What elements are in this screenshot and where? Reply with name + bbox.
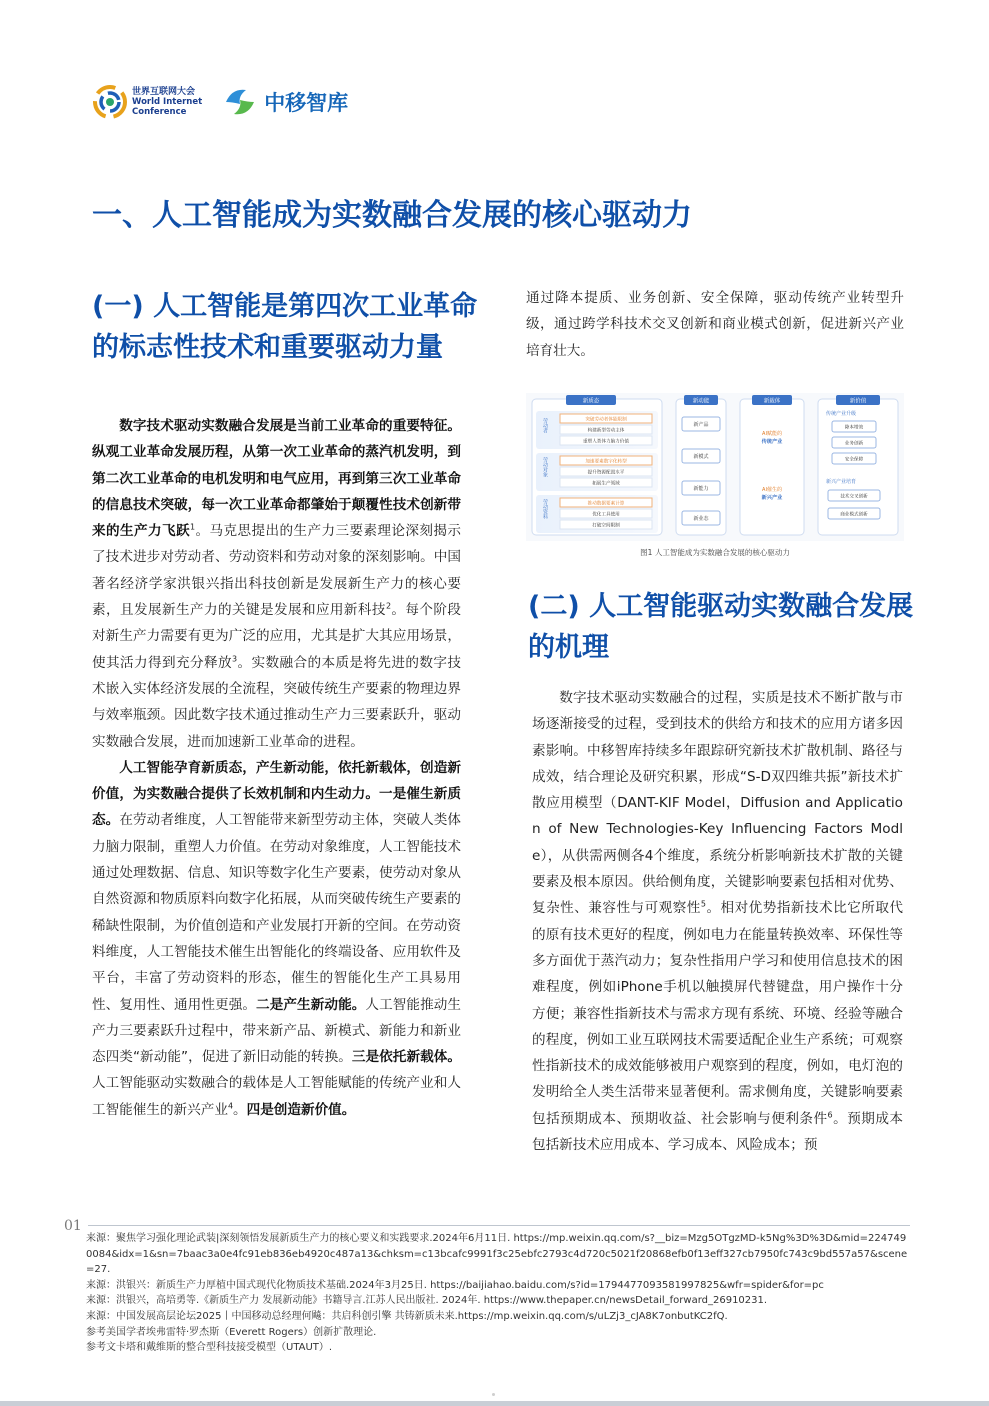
left-p2-text-3: 人工智能驱动实数融合的载体是人工智能赋能的传统产业和人工智能催生的新兴产业 <box>92 1075 461 1118</box>
header-logos <box>92 78 348 126</box>
subsection-2-title: (二) 人工智能驱动实数融合发展的机理 <box>528 591 914 663</box>
fig-col4-group-1-item-1: 降本增效 <box>844 425 864 431</box>
fig-row-2-item-1: 加速要素数字化转型 <box>585 459 627 465</box>
right-column-intro <box>526 285 904 364</box>
fig-row-3-item-3: 打破空间限制 <box>592 523 620 529</box>
footnote-ref-4: 4 <box>227 1101 234 1111</box>
fig-col4-group-2-item-1: 技术交叉创新 <box>840 494 868 500</box>
fig-row-2-item-3: 拓展生产领域 <box>592 481 620 487</box>
left-p2-bold-3: 三是依托新载体。 <box>351 1049 461 1066</box>
fig-col4-group-1-item-2: 业务创新 <box>844 441 864 447</box>
left-p1d-text: 。实数融合的本质是将先进的数字技术嵌入实体经济发展的全流程，突破传统生产要素的物理边界与效率瓶颈。因此数字技术通过推动生产力三要素跃升，驱动实数融合发展，进而加速新工业革命的进程。 <box>92 654 462 750</box>
section-title: 一、人工智能成为实数融合发展的核心驱动力 <box>92 198 692 233</box>
fig-col2-item-1: 新产品 <box>693 422 709 428</box>
fig-col4-header: 新价值 <box>849 398 867 405</box>
wic-logo <box>92 84 202 120</box>
left-p2-text-1: 在劳动者维度，人工智能带来新型劳动主体，突破人类体力脑力限制，重塑人力价值。在劳动对象维度，人工智能技术通过处理数据、信息、知识等数字化生产要素，使劳动对象从自然资源和物质原料向数字化拓展，从而突破传统生产要素的稀缺性限制，为价值创造和产业发展打开新的空间。在劳动资料维度，人工智能技术催生出智能化的终端设备、应用软件及平台，丰富了劳动资料的形态，催生的智能化生产工具易用性、复用性、通用性更强。 <box>92 812 462 1013</box>
fig-col4-group-2-item-2: 商业模式创新 <box>840 512 868 518</box>
fig-col3-item-2-main: 新兴产业 <box>761 495 783 501</box>
page-dot <box>492 1393 495 1396</box>
fig-row-1 <box>536 411 658 449</box>
left-p2-text-2: 人工智能推动生产力三要素跃升过程中，带来新产品、新模式、新能力和新业态四类“新动能”，促进了新旧动能的转换。 <box>92 996 462 1066</box>
fig-col2-item-2: 新模式 <box>693 454 709 460</box>
wic-logo-en1: World Internet <box>132 97 203 107</box>
right-p1c-text: 。预期成本包括新技术应用成本、学习成本、风险成本；预 <box>532 1110 904 1154</box>
footnote-ref-5: 5 <box>700 899 706 909</box>
footnote-divider <box>88 1225 910 1226</box>
figure-1-caption: 图1 人工智能成为实数融合发展的核心驱动力 <box>640 548 790 557</box>
left-p1-text: 数字技术驱动实数融合发展是当前工业革命的重要特征。纵观工业革命发展历程，从第一次工业革命的蒸汽机发明，到第二次工业革命的电机发明和电气应用，再到第三次工业革命的信息技术突破，每一次工业革命都肇始于颠覆性技术创新带来的生产力飞跃 <box>92 418 461 540</box>
wic-logo-text <box>132 87 202 117</box>
cm-logo-text: 中移智库 <box>264 91 349 115</box>
cm-emblem-icon <box>220 82 260 122</box>
right-paragraph-1 <box>532 685 903 1158</box>
fig-row-3-item-2: 优化工具使用 <box>592 512 620 518</box>
wic-logo-en2: Conference <box>132 107 187 117</box>
fig-col4-group-1: 传统产业升级 <box>826 411 857 417</box>
left-p2-bold-4: 四是创造新价值。 <box>246 1101 356 1118</box>
cm-logo <box>220 82 348 122</box>
fig-col3-header: 新载体 <box>763 398 781 405</box>
right-column-body <box>532 685 903 1158</box>
left-p2-bold-1: 人工智能孕育新质态，产生新动能，依托新载体，创造新价值，为实数融合提供了长效机制和内生动力。一是催生新质态。 <box>92 759 461 829</box>
fig-row-1-item-1: 突破劳动者体能限制 <box>585 417 627 423</box>
fig-col1-header: 新质态 <box>582 398 600 405</box>
fig-col3-item-1-main: 传统产业 <box>761 439 783 445</box>
footnote-ref-1: 1 <box>189 522 196 532</box>
fig-row-3 <box>536 495 658 533</box>
page-number: 01 <box>64 1218 82 1234</box>
left-p2-bold-2: 二是产生新动能。 <box>256 996 366 1013</box>
left-paragraph-2 <box>92 755 461 1123</box>
footnote-ref-3: 3 <box>231 654 238 664</box>
footnote-1: 来源：聚焦学习强化理论武装|深刻领悟发展新质生产力的核心要义和实践要求.2024年6月11日. https://mp.weixin.qq.com/s?__biz=Mzg5OTgzMD-k5Ng%3D%3D&mid=2247490084&idx=1&sn=7baac3a0e4fc91eb836eb4920c487a13&chksm=c13bcafc9991f3c25ebfc2793c4d720c5021f20868efb0f13eff327cb7950fc743c9bd557a57&scene=27. <box>86 1233 908 1276</box>
footnotes <box>86 1231 910 1356</box>
footnote-5: 参考美国学者埃弗雷特·罗杰斯（Everett Rogers）创新扩散理论. <box>86 1326 377 1338</box>
footnote-6: 参考文卡塔和戴维斯的整合型科技接受模型（UTAUT）. <box>86 1342 333 1354</box>
footnote-4: 来源：中国发展高层论坛2025丨中国移动总经理何飚：共启科创引擎 共铸新质未来.https://mp.weixin.qq.com/s/uLZj3_cJA8K7onbutKC2fQ. <box>86 1310 728 1322</box>
footnote-ref-6: 6 <box>827 1110 833 1120</box>
fig-row-1-side: 劳动者 <box>542 418 548 433</box>
fig-row-3-side: 劳动资料 <box>542 499 548 519</box>
fig-row-2-side: 劳动对象 <box>542 457 548 477</box>
wic-logo-cn: 世界互联网大会 <box>132 87 196 97</box>
right-intro-paragraph: 通过降本提质、业务创新、安全保障，驱动传统产业转型升级，通过跨学科技术交叉创新和商业模式创新，促进新兴产业培育壮大。 <box>526 290 904 359</box>
fig-col4-group-1-item-3: 安全保障 <box>844 457 864 463</box>
fig-col3-item-1-tag: AI赋能的 <box>762 431 782 437</box>
footnote-2: 来源：洪银兴：新质生产力厚植中国式现代化物质技术基础.2024年3月25日. https://baijiahao.baidu.com/s?id=1794477093581997825&wfr=spider&for=pc <box>86 1279 824 1291</box>
fig-col2-item-3: 新能力 <box>693 486 709 492</box>
fig-col2-header: 新动能 <box>692 398 710 405</box>
fig-panel-3 <box>740 399 804 535</box>
subsection-1-title: (一) 人工智能是第四次工业革命的标志性技术和重要驱动力量 <box>92 291 478 363</box>
footnote-3: 来源：洪银兴，高培勇等.《新质生产力 发展新动能》书籍导言.江苏人民出版社. 2024年. https://www.thepaper.cn/newsDetail_forward_26910231. <box>86 1295 768 1307</box>
wic-emblem-icon <box>92 84 128 120</box>
footnote-ref-2: 2 <box>385 601 392 611</box>
left-p2-text-4: 。 <box>233 1101 247 1118</box>
fig-row-2 <box>536 453 658 491</box>
fig-col2-item-4: 新业态 <box>693 516 709 522</box>
fig-col4-group-2: 新兴产业培育 <box>826 479 857 485</box>
fig-row-3-item-1: 推动数据要素计算 <box>587 501 625 507</box>
right-p1-text: 数字技术驱动实数融合的过程，实质是技术不断扩散与市场逐渐接受的过程，受到技术的供给方和技术的应用方诸多因素影响。中移智库持续多年跟踪研究新技术扩散机制、路径与成效，结合理论及研究积累，形成“S-D双四维共振”新技术扩散应用模型（DANT-KIF Model，Diffusion and Application of New Technologies-Key Influencing Factors Modle），从供需两侧各4个维度，系统分析影响新技术扩散的关键要素及根本原因。供给侧角度，关键影响要素包括相对优势、复杂性、兼容性与可观察性 <box>532 690 903 917</box>
left-column-body <box>92 413 461 1123</box>
fig-col3-item-2-tag: AI催生的 <box>762 487 782 493</box>
left-p1c-text: 。每个阶段对新生产力需要有更为广泛的应用，尤其是扩大其应用场景，使其活力得到充分释放 <box>92 602 462 671</box>
fig-row-2-item-2: 提升资源配置水平 <box>587 470 625 476</box>
left-paragraph-1 <box>92 413 461 755</box>
right-p1b-text: 。相对优势指新技术比它所取代的原有技术更好的程度，例如电力在能量转换效率、环保性等多方面优于蒸汽动力；复杂性指用户学习和使用信息技术的困难程度，例如iPhone手机以触摸屏代替键盘，用户操作十分方便；兼容性指新技术与需求方现有系统、环境、经验等融合的程度，例如工业互联网技术需要适配企业生产系统；可观察性指新技术的成效能够被用户观察到的程度，例如，电灯泡的发明给全人类生活带来显著便利。需求侧角度，关键影响要素包括预期成本、预期收益、社会影响与便利条件 <box>532 900 904 1127</box>
fig-row-1-item-2: 构建新型劳动主体 <box>587 428 625 434</box>
page-bottom-bar <box>0 1401 989 1406</box>
figure-1-diagram <box>526 393 904 541</box>
fig-row-1-item-3: 重塑人类体力脑力价值 <box>583 439 629 445</box>
left-p1b-text: 。马克思提出的生产力三要素理论深刻揭示了技术进步对劳动者、劳动资料和劳动对象的深刻影响。中国著名经济学家洪银兴指出科技创新是发展新生产力的核心要素，且发展新生产力的关键是发展和应用新科技 <box>92 523 462 619</box>
